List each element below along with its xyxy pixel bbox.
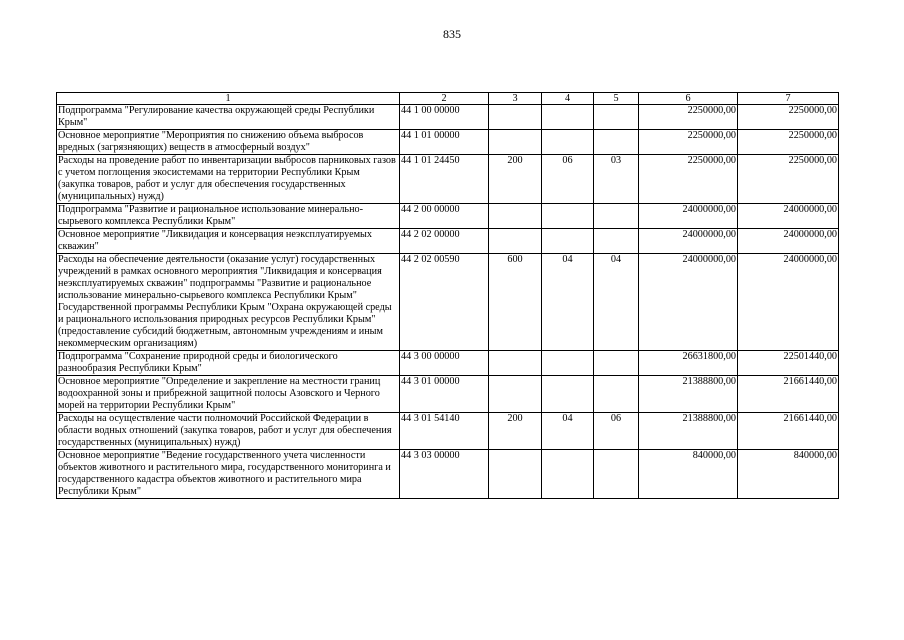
row-col-5: 03 [594,155,639,204]
row-amount-1: 24000000,00 [639,204,738,229]
row-amount-1: 24000000,00 [639,229,738,254]
row-col-3 [489,376,542,413]
row-col-5 [594,376,639,413]
row-name: Основное мероприятие "Определение и закрепление на местности границ водоохранной зоны и прибрежной защитной полосы Азовского и Черного морей на территории Республики Крым" [57,376,400,413]
row-col-5: 06 [594,413,639,450]
row-col-3 [489,130,542,155]
row-col-4 [542,450,594,499]
row-name: Основное мероприятие "Мероприятия по снижению объема выбросов вредных (загрязняющих) веществ в атмосферный воздух" [57,130,400,155]
header-col-7: 7 [738,93,839,105]
row-col-5 [594,204,639,229]
page-number: 835 [443,27,461,41]
row-code: 44 3 01 54140 [400,413,489,450]
row-col-4 [542,229,594,254]
table-row [57,351,839,376]
row-code: 44 1 00 00000 [400,105,489,130]
row-col-3: 600 [489,254,542,351]
table-row [57,130,839,155]
row-code: 44 2 02 00000 [400,229,489,254]
header-row [57,93,839,105]
row-amount-2: 21661440,00 [738,413,839,450]
row-col-5 [594,130,639,155]
row-col-4 [542,376,594,413]
row-col-4: 04 [542,413,594,450]
header-col-1: 1 [57,93,400,105]
table-row [57,413,839,450]
row-amount-2: 24000000,00 [738,254,839,351]
row-col-5 [594,450,639,499]
row-amount-2: 22501440,00 [738,351,839,376]
row-code: 44 2 00 00000 [400,204,489,229]
row-amount-2: 2250000,00 [738,155,839,204]
row-name: Основное мероприятие "Ведение государственного учета численности объектов животного и растительного мира, государственного мониторинга и государственного кадастра объектов животного и растительного мира Республики Крым" [57,450,400,499]
row-col-4 [542,351,594,376]
row-name: Подпрограмма "Регулирование качества окружающей среды Республики Крым" [57,105,400,130]
table-row [57,450,839,499]
table-row [57,204,839,229]
row-name: Расходы на обеспечение деятельности (оказание услуг) государственных учреждений в рамках основного мероприятия "Ликвидация и консервация неэксплуатируемых скважин" подпрограммы "Развитие и рациональное использование минерально-сырьевого комплекса Республики Крым" Государственной программы Республики Крым "Охрана окружающей среды и рационального использования природных ресурсов Республики Крым" (предоставление субсидий бюджетным, автономным учреждениям и иным некоммерческим организациям) [57,254,400,351]
row-col-3 [489,105,542,130]
row-name: Расходы на осуществление части полномочий Российской Федерации в области водных отношений (закупка товаров, работ и услуг для обеспечения государственных (муниципальных) нужд) [57,413,400,450]
budget-table [56,92,839,499]
row-amount-1: 840000,00 [639,450,738,499]
row-code: 44 3 00 00000 [400,351,489,376]
row-amount-2: 21661440,00 [738,376,839,413]
table-row [57,254,839,351]
header-col-4: 4 [542,93,594,105]
row-name: Подпрограмма "Сохранение природной среды и биологического разнообразия Республики Крым" [57,351,400,376]
row-code: 44 1 01 24450 [400,155,489,204]
row-amount-2: 2250000,00 [738,105,839,130]
row-name: Расходы на проведение работ по инвентаризации выбросов парниковых газов с учетом поглощения экосистемами на территории Республики Крым (закупка товаров, работ и услуг для обеспечения государственных (муниципальных) нужд) [57,155,400,204]
row-amount-1: 2250000,00 [639,130,738,155]
row-col-4 [542,130,594,155]
row-col-4: 06 [542,155,594,204]
row-col-5 [594,351,639,376]
row-code: 44 3 01 00000 [400,376,489,413]
row-amount-1: 26631800,00 [639,351,738,376]
row-amount-1: 24000000,00 [639,254,738,351]
table-row [57,229,839,254]
row-col-3 [489,229,542,254]
row-amount-1: 2250000,00 [639,155,738,204]
table-row [57,155,839,204]
row-col-3: 200 [489,413,542,450]
row-amount-2: 840000,00 [738,450,839,499]
row-amount-1: 21388800,00 [639,413,738,450]
row-name: Основное мероприятие "Ликвидация и консервация неэксплуатируемых скважин" [57,229,400,254]
table-row [57,105,839,130]
row-col-4 [542,105,594,130]
row-amount-1: 21388800,00 [639,376,738,413]
row-col-5 [594,105,639,130]
table-row [57,376,839,413]
row-col-3 [489,204,542,229]
row-name: Подпрограмма "Развитие и рациональное использование минерально-сырьевого комплекса Республики Крым" [57,204,400,229]
header-col-2: 2 [400,93,489,105]
row-col-3 [489,450,542,499]
header-col-5: 5 [594,93,639,105]
header-col-6: 6 [639,93,738,105]
row-col-3 [489,351,542,376]
row-code: 44 2 02 00590 [400,254,489,351]
header-col-3: 3 [489,93,542,105]
row-code: 44 1 01 00000 [400,130,489,155]
row-code: 44 3 03 00000 [400,450,489,499]
row-col-5: 04 [594,254,639,351]
row-col-3: 200 [489,155,542,204]
row-amount-2: 24000000,00 [738,229,839,254]
row-col-5 [594,229,639,254]
row-amount-1: 2250000,00 [639,105,738,130]
row-col-4: 04 [542,254,594,351]
row-col-4 [542,204,594,229]
row-amount-2: 2250000,00 [738,130,839,155]
row-amount-2: 24000000,00 [738,204,839,229]
